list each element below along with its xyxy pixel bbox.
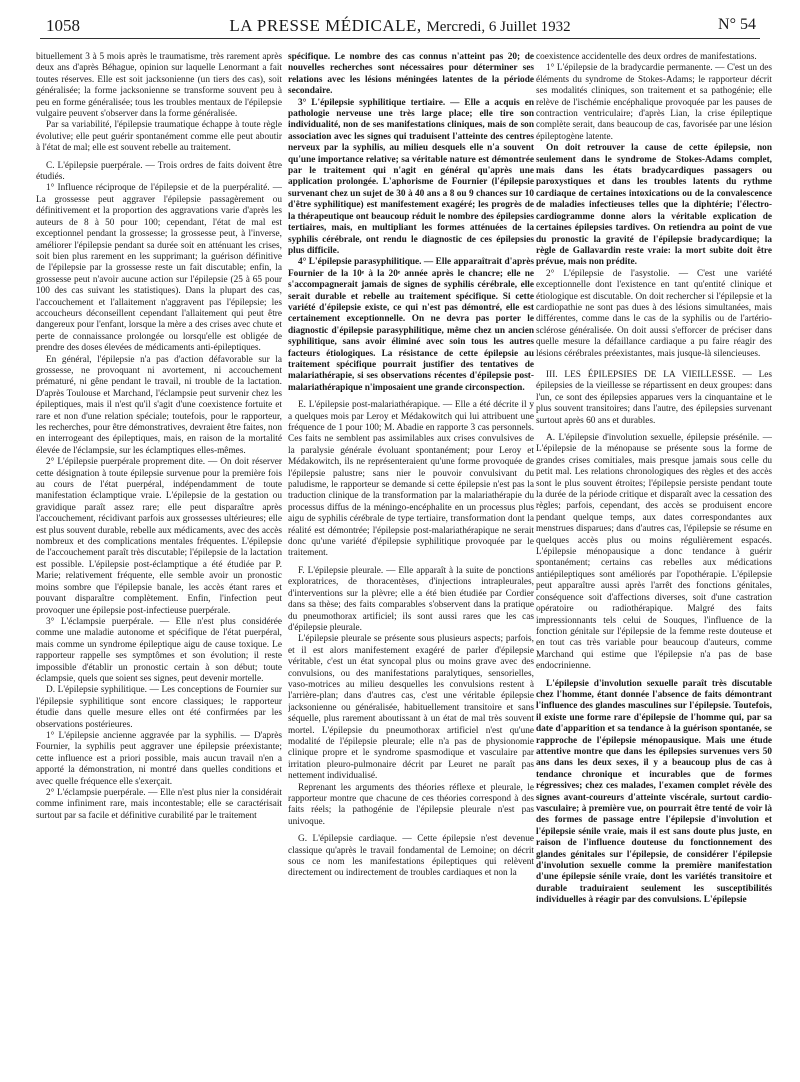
paragraph: coexistence accidentelle des deux ordres de manifestations. (536, 52, 757, 62)
paragraph: E. L'épilepsie post-malariathérapique. — Elle a été décrite il y a quelques mois par Leroy et Médakowitch qui lui attribuent une fréquence de 1 pour 100; M. Abadie en rapporte 3 cas personnels. Ces faits ne semblent pas assimilables aux crises convulsives de la paralysie générale évoluant spontanément; pour Leroy et Médakowitch, ils ne représenteraient qu'une forme provoquée de l'épilepsie palustre; sans nier le pouvoir convulsivant du paludisme, le rapporteur se demande si cette épilepsie n'est pas la traduction clinique de la transformation par la malariathérapie du processus diffus de la méningo-encéphalite en un processus plus aigu de syphilis cérébrale de type tertiaire, transformation dont la réalité est démontrée; l'épilepsie post-malariathérapique ne serait donc qu'une variété d'épilepsie syphilitique provoquée par le traitement. (288, 400, 534, 559)
paragraph: Reprenant les arguments des théories réflexe et pleurale, le rapporteur montre que chacune de ces théories correspond à des faits réels; la pathogénie de l'épilepsie pleurale n'est pas univoque. (288, 782, 534, 827)
page-number: 1058 (46, 16, 80, 35)
paragraph: En général, l'épilepsie n'a pas d'action défavorable sur la grossesse, ne provoquant ni avortement, ni accouchement prématuré, ni gêne pendant le travail, ni trouble de la lactation. D'après Toulouse et Marchand, l'éclampsie peut survenir chez les épileptiques, mais il n'est qu'il s'agit d'une coexistence fortuite et rare et non d'une relation spéciale; toutefois, pour le rapporteur, les recherches, pour être démonstratives, devraient être faites, non en interrogeant des épileptiques, mais, en raison de la mortalité élevée de l'éclampsie, sur les éclamptiques elles-mêmes. (36, 354, 282, 456)
text-column-2 (288, 52, 534, 1072)
paragraph: On doit retrouver la cause de cette épilepsie, non seulement dans le syndrome de Stokes-Adams complet, mais dans les états bradycardiques passagers ou paroxystiques et dans les troubles latents du rythme cardiaque de certaines intoxications ou de la convalescence de maladies infectieuses telles que la diphtérie; l'électro-cardiogramme donne alors la véritable explication de certaines épilepsies tardives. On retiendra au point de vue du pronostic la gravité de l'épilepsie bradycardique; la règle de Gallavardin reste vraie: la mort subite doit être prévue, mais non prédite. (536, 143, 772, 268)
paragraph: 1° L'épilepsie ancienne aggravée par la syphilis. — D'après Fournier, la syphilis peut aggraver une épilepsie préexistante; cette influence est a priori possible, mais aucun travail n'en a apporté la démonstration, ni montré dans quelles conditions et avec quelle fréquence elle s'exerçait. (36, 730, 282, 787)
paragraph: III. LES ÉPILEPSIES DE LA VIEILLESSE. — Les épilepsies de la vieillesse se répartissent en deux groupes: dans l'un, ce sont des épilepsies apparues vers la cinquantaine et le plus souvent transitoires; dans l'autre, des épilepsies survenant surtout après 60 ans et durables. (536, 369, 772, 426)
paragraph: 2° L'épilepsie de l'asystolie. — C'est une variété exceptionnelle dont l'existence en tant qu'entité clinique et étiologique est discutable. On doit rechercher si l'épilepsie et la cardiopathie ne sont pas dues à des lésions simultanées, mais différentes, comme dans le cas de la syphilis ou de l'artério-sclérose généralisée. On doit aussi s'efforcer de préciser dans quelle mesure la défaillance cardiaque a pu faire réagir des lésions cérébrales préexistantes, mais jusque-là silencieuses. (536, 268, 772, 359)
paragraph: 1° Influence réciproque de l'épilepsie et de la puerpéralité. — La grossesse peut aggraver l'épilepsie passagèrement ou définitivement et la proportion des aggravations varie d'après les auteurs de 8 à 50 pour 100; cependant, l'état de mal est exceptionnel pendant la grossesse; la grossesse peut, à l'inverse, améliorer l'épilepsie pendant sa durée soit en atténuant les crises, soit bien plus rarement en les supprimant; la guérison définitive de l'épilepsie par la grossesse reste un fait discutable; enfin, la grossesse peut n'avoir aucune action sur l'épilepsie (25 à 65 pour 100 des cas suivant les statistiques). Dans la plupart des cas, l'accouchement et l'allaitement n'aggravent pas l'épilepsie; les accoucheurs déconseillent cependant l'allaitement qui peut être dangereux pour l'enfant, lorsque la mère a des crises avec chute et perte de connaissance prolongée ou lorsqu'elle est obligée de prendre des doses élevées de médicaments anti-épileptiques. (36, 183, 282, 354)
paragraph: 2° L'épilepsie puerpérale proprement dite. — On doit réserver cette désignation à toute épilepsie survenue pour la première fois au cours de l'état puerpéral, indépendamment de toute manifestation éclamptique vraie. L'épilepsie de la gestation ou gravidique paraît assez rare; elle peut disparaître après l'accouchement, récidivant parfois aux grossesses ultérieures; elle est plus souvent durable, rebelle aux médicaments, avec des accès nombreux et des complications mentales fréquentes. L'épilepsie de l'accouchement paraît très discutable; l'épilepsie de la lactation est possible. L'épilepsie post-éclamptique a été étudiée par P. Marie; relativement fréquente, elle semble avoir un pronostic moins sombre que l'épilepsie banale, les accès étant rares et pouvant disparaître complètement. Enfin, l'infection peut provoquer une épilepsie post-infectieuse puerpérale. (36, 457, 282, 616)
text-column-3 (536, 52, 772, 1072)
paragraph: D. L'épilepsie syphilitique. — Les conceptions de Fournier sur l'épilepsie syphilitique sont encore classiques; le rapporteur étudie dans quelle mesure elles ont été confirmées par les observations postérieures. (36, 685, 282, 730)
text-column-1 (36, 52, 282, 1072)
paragraph: L'épilepsie d'involution sexuelle paraît très discutable chez l'homme, étant donnée l'absence de faits démontrant l'influence des glandes masculines sur l'épilepsie. Toutefois, il existe une forme rare d'épilepsie de l'homme qui, par sa date d'apparition et sa tendance à la guérison spontanée, se rapproche de l'épilepsie ménopausique. Mais une étude attentive montre que dans les épilepsies survenues vers 50 ans dans les deux sexes, il y a beaucoup plus de cas à tendance chronique et incurables que de formes régressives; chez ces malades, l'examen complet révèle des signes avant-coureurs d'atteinte viscérale, surtout cardio-vasculaire; à première vue, on pourrait être tenté de voir là des formes de passage entre l'épilepsie d'involution et l'épilepsie sénile vraie, mais il est sans doute plus juste, en raison de l'influence douteuse du fonctionnement des glandes génitales sur l'épilepsie, de considérer l'épilepsie d'involution sexuelle comme la première manifestation d'une épilepsie sénile vraie, dont les variétés transitoire et durable traduiraient seulement les susceptibilités individuelles à réagir par des convulsions. L'épilepsie (536, 678, 772, 906)
paragraph: Par sa variabilité, l'épilepsie traumatique échappe à toute règle évolutive; elle peut guérir spontanément comme elle peut aboutir à l'état de mal; elle est souvent rebelle au traitement. (36, 120, 282, 154)
issue-date: Mercredi, 6 Juillet 1932 (426, 19, 571, 35)
paragraph: 3° L'épilepsie syphilitique tertiaire. — Elle a acquis en pathologie nerveuse une très large place; elle tire son individualité, non de ses manifestations cliniques, mais de son association avec les signes qui traduisent l'atteinte des centres nerveux par la syphilis, au milieu desquels elle n'a souvent qu'une importance relative; sa véritable nature est démontrée par le traitement qui n'agit en général qu'après une application prolongée. L'aphorisme de Fournier (l'épilepsie survenant chez un sujet de 30 à 40 ans a 8 ou 9 chances sur 10 d'être syphilitique) est manifestement exagéré; les progrès de la thérapeutique ont beaucoup réduit le nombre des épilepsies tertiaires, mais, en multipliant les formes atténuées de la syphilis cérébrale, ont rendu le diagnostic de ces épilepsies plus difficile. (288, 97, 534, 256)
paragraph: 2° L'éclampsie puerpérale. — Elle n'est plus nier la considérait comme infiniment rare, mais incontestable; elle se caractérisait surtout par sa facile et définitive curabilité par le traitement (36, 788, 282, 821)
paragraph: L'épilepsie pleurale se présente sous plusieurs aspects; parfois, et il est alors manifestement exagéré de parler d'épilepsie véritable, c'est un état syncopal plus ou moins grave avec des convulsions, ou des manifestations paralytiques, sensorielles, vaso-motrices au milieu desquelles les convulsions restent à l'arrière-plan; dans d'autres cas, c'est une véritable épilepsie jacksonienne ou généralisée, habituellement transitoire et sans séquelle, plus rarement aboutissant à un état de mal très souvent mortel. L'épilepsie du pneumothorax artificiel n'est qu'une modalité de l'épilepsie pleurale; elle n'a pas de physionomie clinique propre et le syndrome spasmodique et vasculaire par irritation pleuro-pulmonaire décrit par Leuret ne paraît pas nettement individualisé. (288, 634, 534, 782)
paragraph: 1° L'épilepsie de la bradycardie permanente. — C'est un des éléments du syndrome de Stokes-Adams; le rapporteur décrit ses modalités cliniques, son traitement et sa pathogénie; elle relève de l'ischémie encéphalique provoquée par les pauses de contraction ventriculaire; d'après Lian, la crise épileptique complète serait, dans beaucoup de cas, favorisée par une lésion épileptogène latente. (536, 63, 772, 142)
paragraph: bituellement 3 à 5 mois après le traumatisme, très rarement après deux ans d'après Béhague, opinion sur laquelle Lenormant a fait toutes réserves. Elle est soit jacksonienne (un tiers des cas), soit généralisée; la forme jacksonienne se transforme souvent peu à peu en forme généralisée; tous les troubles mentaux de l'épilepsie vulgaire peuvent s'observer dans la forme généralisée. (36, 52, 282, 120)
paragraph: 4° L'épilepsie parasyphilitique. — Elle apparaîtrait d'après Fournier de la 10ᵉ à la 20ᵉ année après le chancre; elle ne s'accompagnerait jamais de signes de syphilis cérébrale, elle serait durable et rebelle au traitement spécifique. Si cette variété d'épilepsie existe, ce qui n'est pas démontré, elle est certainement exceptionnelle. On ne devra pas porter le diagnostic d'épilepsie parasyphilitique, même chez un ancien syphilitique, sans avoir éliminé avec soin tous les autres facteurs étiologiques. La résistance de cette épilepsie au traitement spécifique pourrait justifier des tentatives de malariathérapie, si ses observations récentes d'épilepsie post-malariathérapique n'imposaient une grande circonspection. (288, 257, 534, 393)
journal-title: LA PRESSE MÉDICALE, (229, 16, 422, 35)
journal-title-line (40, 16, 760, 36)
paragraph: 3° L'éclampsie puerpérale. — Elle n'est plus considérée comme une maladie autonome et spécifique de l'état puerpéral, mais comme un syndrome épileptique aigu de cause toxique. Le rapporteur rappelle ses symptômes et son évolution; il reste impossible d'établir un pronostic certain à son début; toute éclampsie, quels que soient ses signes, peut devenir mortelle. (36, 616, 282, 684)
paragraph: spécifique. Le nombre des cas connus n'atteint pas 20; de nouvelles recherches sont nécessaires pour déterminer ses relations avec les lésions méningées latentes de la période secondaire. (288, 52, 534, 97)
paragraph: C. L'épilepsie puerpérale. — Trois ordres de faits doivent être étudiés. (36, 160, 282, 183)
paragraph: G. L'épilepsie cardiaque. — Cette épilepsie n'est devenue classique qu'après le travail fondamental de Lemoine; on décrit sous ce nom les manifestations épileptiques qui relèvent directement ou indirectement de troubles cardiaques et non la (288, 834, 534, 879)
page-header (40, 8, 760, 39)
paragraph: A. L'épilepsie d'involution sexuelle, épilepsie présénile. — L'épilepsie de la ménopause se présente sous la forme de grandes crises comitiales, mais presque jamais sous celle du petit mal. Les relations chronologiques des règles et des accès sont le plus souvent étroites; l'épilepsie persiste pendant toute la durée de la période critique et disparaît avec la cessation des règles; parfois, cependant, des accès se produisent encore pendant quelque temps, aux dates correspondantes aux menstrues disparues; dans d'autres cas, l'épilepsie se résume en quelques accès plus ou moins régulièrement espacés. L'épilepsie ménopausique a donc tendance à guérir spontanément; certains cas rebelles aux médications antiépileptiques sont améliorés par l'opothérapie. L'épilepsie peut apparaître aussi après l'arrêt des fonctions génitales, conséquence soit d'affections diverses, soit d'une castration opératoire ou radiothérapique. Malgré des faits impressionnants tels celui de Souques, l'influence de la fonction génitale sur l'épilepsie de la femme reste douteuse et en tout cas très variable pour beaucoup d'auteurs, comme Marchand qui estime que l'épilepsie n'a pas de base endocrinienne. (536, 433, 772, 672)
issue-number: N° 54 (718, 16, 756, 33)
paragraph: F. L'épilepsie pleurale. — Elle apparaît à la suite de ponctions exploratrices, de thoracentèses, d'injections intrapleurales, d'interventions sur la plèvre; elle a été bien étudiée par Cordier dans sa thèse; des faits comparables s'observent dans la pratique du pneumothorax artificiel; ils sont aussi rares que les cas d'épilepsie pleurale. (288, 565, 534, 633)
